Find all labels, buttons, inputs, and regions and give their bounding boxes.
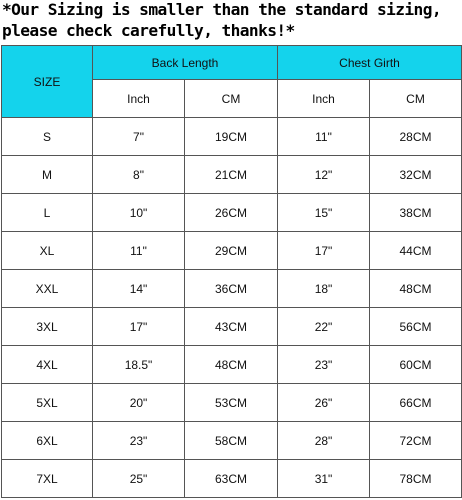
- header-chest-girth: Chest Girth: [278, 46, 462, 80]
- back-length-inch-cell: 7": [93, 118, 185, 156]
- chest-girth-cm-cell: 72CM: [370, 422, 462, 460]
- back-length-cm-cell: 21CM: [185, 156, 278, 194]
- chest-girth-cm-cell: 66CM: [370, 384, 462, 422]
- back-length-inch-cell: 10": [93, 194, 185, 232]
- chest-girth-inch-cell: 18": [278, 270, 370, 308]
- sizing-notice: [2, 0, 462, 41]
- chest-girth-cm-cell: 28CM: [370, 118, 462, 156]
- back-length-cm-cell: 43CM: [185, 308, 278, 346]
- size-cell: M: [2, 156, 93, 194]
- table-row: [2, 118, 462, 156]
- size-cell: 6XL: [2, 422, 93, 460]
- table-row: [2, 156, 462, 194]
- sizing-notice-line-2: please check carefully, thanks!*: [2, 20, 295, 40]
- chest-girth-inch-cell: 22": [278, 308, 370, 346]
- back-length-cm-cell: 29CM: [185, 232, 278, 270]
- chest-girth-inch-cell: 17": [278, 232, 370, 270]
- chest-girth-inch-cell: 23": [278, 346, 370, 384]
- size-cell: 3XL: [2, 308, 93, 346]
- size-cell: 4XL: [2, 346, 93, 384]
- chest-girth-cm-cell: 44CM: [370, 232, 462, 270]
- table-row: [2, 232, 462, 270]
- back-length-cm-cell: 63CM: [185, 460, 278, 498]
- back-length-inch-cell: 20": [93, 384, 185, 422]
- table-body: [2, 118, 462, 498]
- back-length-inch-cell: 23": [93, 422, 185, 460]
- subheader-back-inch: Inch: [93, 80, 185, 118]
- chest-girth-inch-cell: 12": [278, 156, 370, 194]
- back-length-cm-cell: 58CM: [185, 422, 278, 460]
- size-cell: 5XL: [2, 384, 93, 422]
- subheader-back-cm: CM: [185, 80, 278, 118]
- header-back-length: Back Length: [93, 46, 278, 80]
- header-size: SIZE: [2, 46, 93, 118]
- table-row: [2, 270, 462, 308]
- back-length-cm-cell: 26CM: [185, 194, 278, 232]
- chest-girth-inch-cell: 11": [278, 118, 370, 156]
- back-length-cm-cell: 19CM: [185, 118, 278, 156]
- size-cell: 7XL: [2, 460, 93, 498]
- table-header-row: [2, 46, 462, 80]
- back-length-inch-cell: 17": [93, 308, 185, 346]
- subheader-chest-cm: CM: [370, 80, 462, 118]
- back-length-inch-cell: 8": [93, 156, 185, 194]
- chest-girth-cm-cell: 32CM: [370, 156, 462, 194]
- back-length-inch-cell: 25": [93, 460, 185, 498]
- chest-girth-cm-cell: 48CM: [370, 270, 462, 308]
- back-length-cm-cell: 48CM: [185, 346, 278, 384]
- table-row: [2, 384, 462, 422]
- table-row: [2, 460, 462, 498]
- subheader-chest-inch: Inch: [278, 80, 370, 118]
- table-row: [2, 308, 462, 346]
- chest-girth-cm-cell: 60CM: [370, 346, 462, 384]
- size-cell: XXL: [2, 270, 93, 308]
- back-length-cm-cell: 36CM: [185, 270, 278, 308]
- size-chart-table: [1, 45, 462, 498]
- back-length-inch-cell: 18.5": [93, 346, 185, 384]
- table-row: [2, 194, 462, 232]
- chest-girth-cm-cell: 38CM: [370, 194, 462, 232]
- size-cell: L: [2, 194, 93, 232]
- size-cell: XL: [2, 232, 93, 270]
- chest-girth-cm-cell: 78CM: [370, 460, 462, 498]
- size-cell: S: [2, 118, 93, 156]
- table-row: [2, 422, 462, 460]
- chest-girth-inch-cell: 26": [278, 384, 370, 422]
- back-length-inch-cell: 11": [93, 232, 185, 270]
- chest-girth-cm-cell: 56CM: [370, 308, 462, 346]
- back-length-inch-cell: 14": [93, 270, 185, 308]
- chest-girth-inch-cell: 28": [278, 422, 370, 460]
- table-row: [2, 346, 462, 384]
- chest-girth-inch-cell: 15": [278, 194, 370, 232]
- chest-girth-inch-cell: 31": [278, 460, 370, 498]
- sizing-notice-line-1: *Our Sizing is smaller than the standard sizing,: [2, 0, 441, 19]
- back-length-cm-cell: 53CM: [185, 384, 278, 422]
